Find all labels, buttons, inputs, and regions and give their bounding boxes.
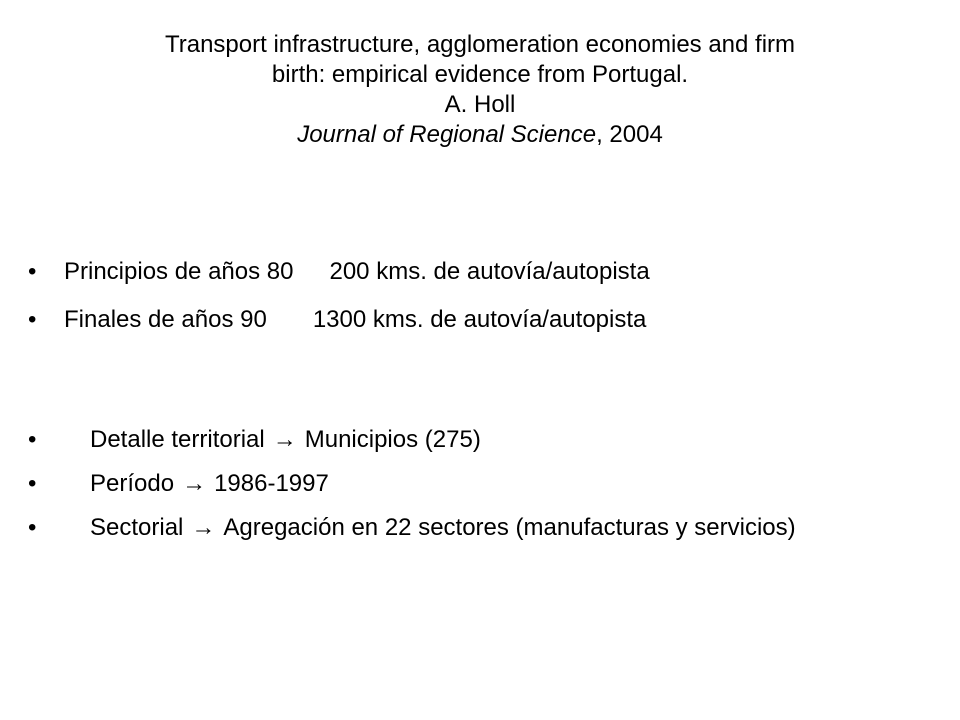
- list-item-label: Sectorial: [90, 514, 184, 541]
- list-item: [28, 426, 928, 454]
- arrow-right-icon: →: [191, 514, 216, 541]
- list-item: [28, 470, 928, 498]
- slide-title: [40, 30, 920, 150]
- list-item-value: 1300 kms. de autovía/autopista: [312, 306, 647, 333]
- list-item-value: Municipios (275): [304, 426, 481, 453]
- title-author: A. Holl: [444, 91, 516, 118]
- list-item-label: Principios de años 80: [64, 258, 294, 285]
- list-item-label: Detalle territorial: [90, 426, 265, 453]
- bullet-icon: •: [28, 514, 37, 541]
- bullet-icon: •: [28, 306, 37, 333]
- arrow-right-icon: →: [272, 426, 297, 453]
- title-line-2: birth: empirical evidence from Portugal.: [271, 61, 689, 88]
- list-item-value: 1986-1997: [214, 470, 329, 497]
- title-citation: [40, 120, 920, 150]
- bullet-icon: •: [28, 426, 37, 453]
- title-journal: Journal of Regional Science: [297, 121, 597, 148]
- bullet-icon: •: [28, 258, 37, 285]
- arrow-right-icon: →: [182, 470, 207, 497]
- highway-length-list: [28, 258, 928, 354]
- study-details-list: [28, 426, 928, 558]
- list-item: [28, 306, 928, 334]
- list-item-label: Período: [90, 470, 175, 497]
- title-line-1: Transport infrastructure, agglomeration economies and firm: [164, 31, 796, 58]
- list-item-value: 200 kms. de autovía/autopista: [329, 258, 650, 285]
- list-item-label: Finales de años 90: [64, 306, 267, 333]
- list-item: [28, 258, 928, 286]
- list-item: [28, 514, 928, 542]
- bullet-icon: •: [28, 470, 37, 497]
- title-year: , 2004: [596, 121, 663, 148]
- list-item-value: Agregación en 22 sectores (manufacturas y servicios): [223, 514, 796, 541]
